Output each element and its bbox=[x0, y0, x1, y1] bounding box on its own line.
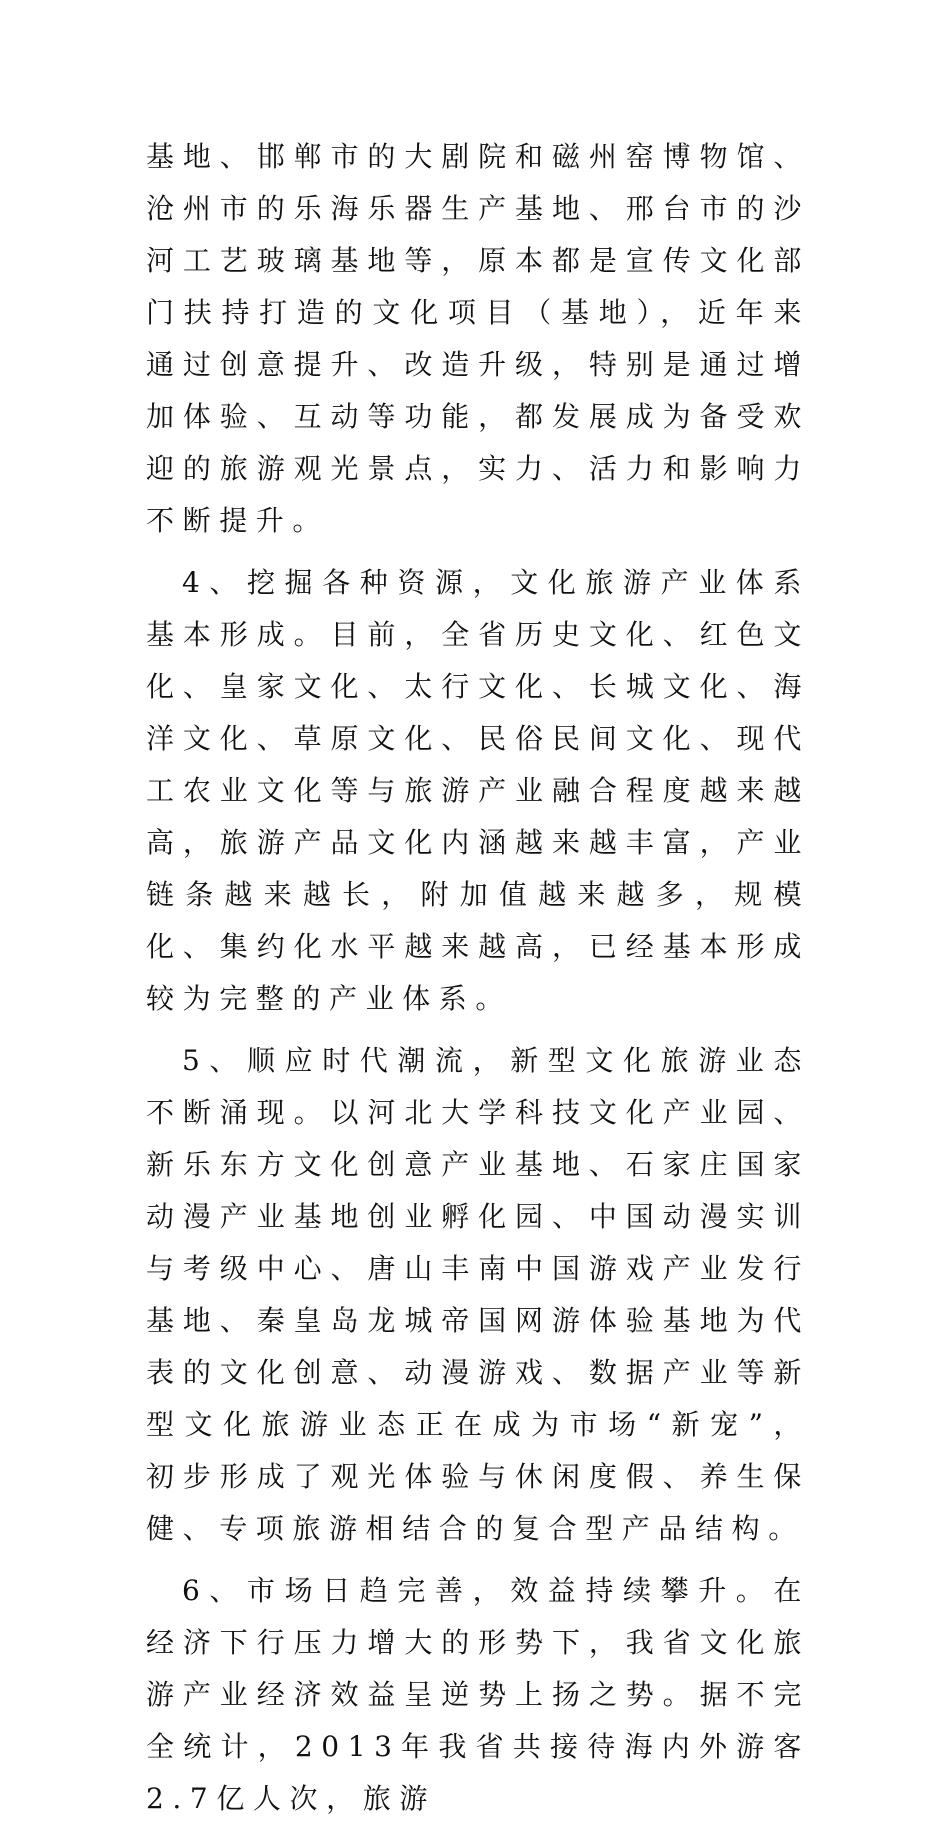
paragraph-continuation-cultural-bases: 基地、邯郸市的大剧院和磁州窑博物馆、沧州市的乐海乐器生产基地、邢台市的沙河工艺玻璃基地等，原本都是宣传文化部门扶持打造的文化项目（基地），近年来通过创意提升、改造升级，特别是通过增加体验、互动等功能，都发展成为备受欢迎的旅游观光景点，实力、活力和影响力不断提升。 bbox=[146, 140, 810, 537]
paragraph-4-industry-system: 4、挖掘各种资源，文化旅游产业体系基本形成。目前，全省历史文化、红色文化、皇家文化、太行文化、长城文化、海洋文化、草原文化、民俗民间文化、现代工农业文化等与旅游产业融合程度越来越高，旅游产品文化内涵越来越丰富，产业链条越来越长，附加值越来越多，规模化、集约化水平越来越高，已经基本形成较为完整的产业体系。 bbox=[146, 566, 810, 1015]
document-body bbox=[146, 131, 810, 1835]
paragraph-5-new-business-forms: 5、顺应时代潮流，新型文化旅游业态不断涌现。以河北大学科技文化产业园、新乐东方文化创意产业基地、石家庄国家动漫产业基地创业孵化园、中国动漫实训与考级中心、唐山丰南中国游戏产业发行基地、秦皇岛龙城帝国网游体验基地为代表的文化创意、动漫游戏、数据产业等新型文化旅游业态正在成为市场“新宠”，初步形成了观光体验与休闲度假、养生保健、专项旅游相结合的复合型产品结构。 bbox=[146, 1044, 810, 1545]
paragraph-6-market-benefits: 6、市场日趋完善，效益持续攀升。在经济下行压力增大的形势下，我省文化旅游产业经济效益呈逆势上扬之势。据不完全统计，2013年我省共接待海内外游客2.7亿人次，旅游 bbox=[146, 1574, 810, 1815]
